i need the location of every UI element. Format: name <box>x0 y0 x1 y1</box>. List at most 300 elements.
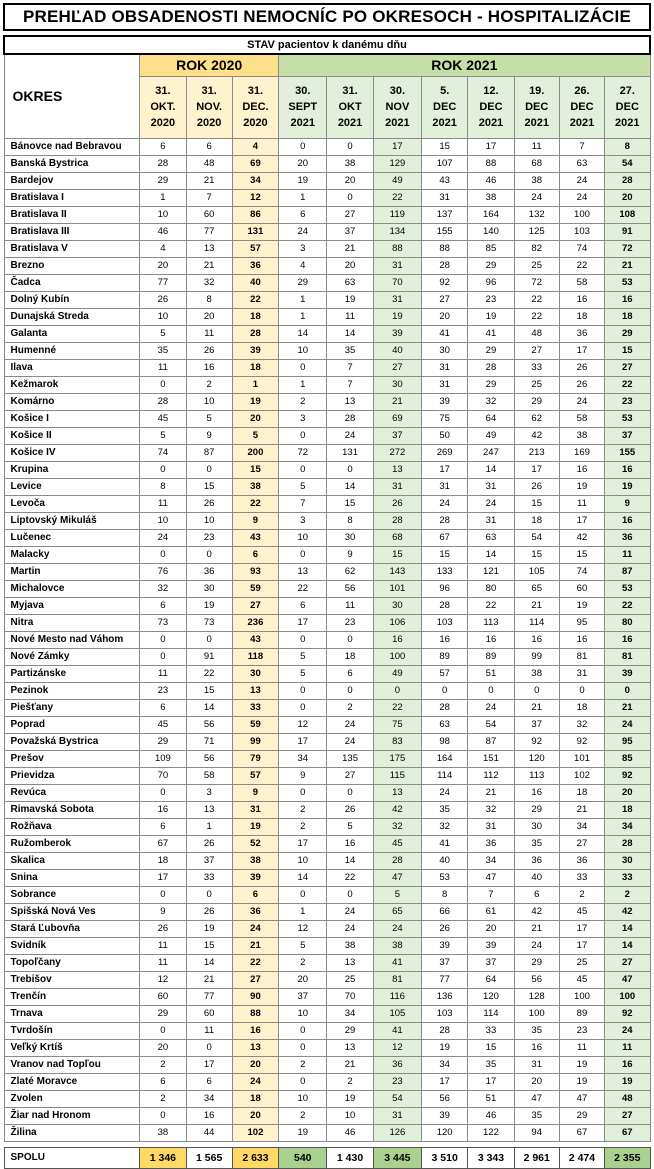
table-cell: 42 <box>514 903 559 920</box>
table-cell: 31 <box>468 818 514 835</box>
table-cell: 135 <box>327 750 373 767</box>
table-cell: 20 <box>232 1056 278 1073</box>
table-cell: 34 <box>559 818 604 835</box>
table-cell: 35 <box>514 1022 559 1039</box>
table-cell: 6 <box>140 818 186 835</box>
table-cell: 0 <box>422 682 468 699</box>
total-cell: 2 355 <box>605 1147 650 1168</box>
date-header-2021 <box>327 76 373 138</box>
occupancy-table <box>3 35 651 1169</box>
table-cell: 28 <box>605 835 650 852</box>
table-cell: 87 <box>605 563 650 580</box>
table-cell: 175 <box>373 750 421 767</box>
table-cell: 20 <box>140 1039 186 1056</box>
table-cell: 53 <box>422 869 468 886</box>
table-cell: 37 <box>605 427 650 444</box>
table-cell: 114 <box>422 767 468 784</box>
district-name: Nové Zámky <box>4 648 140 665</box>
table-cell: 269 <box>422 444 468 461</box>
table-cell: 41 <box>373 1022 421 1039</box>
table-row <box>4 767 650 784</box>
table-cell: 133 <box>422 563 468 580</box>
table-cell: 11 <box>140 359 186 376</box>
table-cell: 36 <box>559 852 604 869</box>
table-cell: 22 <box>186 665 232 682</box>
table-cell: 27 <box>373 359 421 376</box>
table-cell: 14 <box>279 325 327 342</box>
table-cell: 7 <box>186 189 232 206</box>
district-name: Bratislava I <box>4 189 140 206</box>
table-cell: 18 <box>232 359 278 376</box>
table-cell: 0 <box>468 682 514 699</box>
table-cell: 15 <box>186 478 232 495</box>
table-cell: 21 <box>186 257 232 274</box>
table-cell: 31 <box>468 478 514 495</box>
table-cell: 29 <box>468 342 514 359</box>
table-cell: 3 <box>279 512 327 529</box>
table-cell: 35 <box>514 835 559 852</box>
table-cell: 0 <box>140 461 186 478</box>
district-name: Levice <box>4 478 140 495</box>
table-cell: 29 <box>514 954 559 971</box>
table-cell: 0 <box>140 784 186 801</box>
table-cell: 27 <box>605 954 650 971</box>
table-cell: 17 <box>373 138 421 155</box>
table-cell: 112 <box>468 767 514 784</box>
table-cell: 11 <box>140 954 186 971</box>
table-cell: 2 <box>140 1056 186 1073</box>
table-cell: 0 <box>140 631 186 648</box>
table-cell: 70 <box>327 988 373 1005</box>
table-cell: 36 <box>186 563 232 580</box>
table-cell: 0 <box>559 682 604 699</box>
table-cell: 34 <box>327 1005 373 1022</box>
table-cell: 16 <box>422 631 468 648</box>
district-name: Bratislava III <box>4 223 140 240</box>
table-cell: 36 <box>373 1056 421 1073</box>
table-cell: 15 <box>422 138 468 155</box>
table-cell: 75 <box>422 410 468 427</box>
table-row <box>4 189 650 206</box>
table-cell: 92 <box>605 767 650 784</box>
table-cell: 22 <box>373 699 421 716</box>
table-cell: 69 <box>373 410 421 427</box>
table-row <box>4 342 650 359</box>
table-cell: 10 <box>279 342 327 359</box>
table-cell: 58 <box>186 767 232 784</box>
district-name: Ilava <box>4 359 140 376</box>
table-cell: 27 <box>232 971 278 988</box>
table-cell: 10 <box>140 206 186 223</box>
date-header-part: 30. <box>389 85 406 97</box>
table-cell: 22 <box>373 189 421 206</box>
table-cell: 81 <box>373 971 421 988</box>
table-cell: 47 <box>559 1090 604 1107</box>
table-cell: 10 <box>279 1005 327 1022</box>
district-name: Prievidza <box>4 767 140 784</box>
table-cell: 12 <box>373 1039 421 1056</box>
table-cell: 77 <box>140 274 186 291</box>
table-cell: 10 <box>186 393 232 410</box>
table-cell: 59 <box>232 580 278 597</box>
table-cell: 46 <box>468 172 514 189</box>
table-cell: 2 <box>279 818 327 835</box>
table-cell: 137 <box>422 206 468 223</box>
table-cell: 134 <box>373 223 421 240</box>
table-cell: 0 <box>327 886 373 903</box>
table-cell: 47 <box>514 1090 559 1107</box>
table-cell: 95 <box>605 733 650 750</box>
table-cell: 164 <box>468 206 514 223</box>
table-cell: 59 <box>232 716 278 733</box>
table-row <box>4 631 650 648</box>
table-cell: 26 <box>559 376 604 393</box>
table-row <box>4 512 650 529</box>
table-cell: 0 <box>140 648 186 665</box>
table-cell: 74 <box>559 563 604 580</box>
table-cell: 27 <box>559 835 604 852</box>
table-cell: 31 <box>422 189 468 206</box>
table-cell: 19 <box>422 1039 468 1056</box>
district-name: Spišská Nová Ves <box>4 903 140 920</box>
table-cell: 29 <box>514 801 559 818</box>
table-cell: 26 <box>186 342 232 359</box>
table-cell: 31 <box>373 1107 421 1124</box>
table-cell: 17 <box>468 138 514 155</box>
table-cell: 45 <box>559 971 604 988</box>
table-cell: 64 <box>468 410 514 427</box>
table-cell: 0 <box>186 631 232 648</box>
table-cell: 0 <box>279 631 327 648</box>
table-cell: 23 <box>186 529 232 546</box>
table-cell: 32 <box>422 818 468 835</box>
table-cell: 14 <box>605 920 650 937</box>
table-cell: 21 <box>559 801 604 818</box>
table-cell: 3 <box>279 410 327 427</box>
table-cell: 24 <box>327 920 373 937</box>
table-cell: 5 <box>140 325 186 342</box>
table-cell: 31 <box>373 257 421 274</box>
table-cell: 17 <box>279 614 327 631</box>
table-cell: 34 <box>186 1090 232 1107</box>
table-cell: 16 <box>514 784 559 801</box>
table-cell: 23 <box>559 1022 604 1039</box>
table-cell: 2 <box>279 1107 327 1124</box>
table-cell: 10 <box>327 1107 373 1124</box>
table-cell: 15 <box>559 546 604 563</box>
table-cell: 13 <box>327 393 373 410</box>
district-name: Pezinok <box>4 682 140 699</box>
table-cell: 16 <box>559 461 604 478</box>
table-cell: 48 <box>186 155 232 172</box>
table-row <box>4 1073 650 1090</box>
date-header-2021 <box>279 76 327 138</box>
table-cell: 8 <box>327 512 373 529</box>
table-cell: 26 <box>140 291 186 308</box>
table-cell: 74 <box>559 240 604 257</box>
table-row <box>4 682 650 699</box>
table-cell: 5 <box>279 648 327 665</box>
table-cell: 31 <box>468 512 514 529</box>
table-cell: 13 <box>327 954 373 971</box>
table-cell: 17 <box>140 869 186 886</box>
table-cell: 103 <box>422 614 468 631</box>
date-header-part: 19. <box>529 85 545 97</box>
table-cell: 54 <box>468 716 514 733</box>
table-row <box>4 325 650 342</box>
table-cell: 39 <box>422 393 468 410</box>
table-cell: 63 <box>422 716 468 733</box>
table-cell: 2 <box>140 1090 186 1107</box>
table-cell: 50 <box>422 427 468 444</box>
table-row <box>4 1107 650 1124</box>
district-name: Martin <box>4 563 140 580</box>
table-cell: 68 <box>373 529 421 546</box>
date-header-part: DEC <box>615 101 639 113</box>
table-cell: 45 <box>140 716 186 733</box>
table-cell: 103 <box>422 1005 468 1022</box>
table-cell: 29 <box>140 733 186 750</box>
table-cell: 0 <box>186 1039 232 1056</box>
table-cell: 0 <box>373 682 421 699</box>
district-name: Košice II <box>4 427 140 444</box>
table-cell: 93 <box>232 563 278 580</box>
table-cell: 5 <box>327 818 373 835</box>
table-cell: 19 <box>559 478 604 495</box>
table-cell: 68 <box>514 155 559 172</box>
table-cell: 28 <box>373 512 421 529</box>
table-cell: 96 <box>468 274 514 291</box>
table-cell: 15 <box>186 937 232 954</box>
table-cell: 17 <box>468 1073 514 1090</box>
district-name: Bardejov <box>4 172 140 189</box>
table-cell: 0 <box>140 546 186 563</box>
table-cell: 21 <box>186 172 232 189</box>
table-cell: 113 <box>468 614 514 631</box>
table-cell: 38 <box>327 937 373 954</box>
table-cell: 57 <box>232 767 278 784</box>
table-cell: 101 <box>559 750 604 767</box>
district-name: Lučenec <box>4 529 140 546</box>
table-cell: 92 <box>559 733 604 750</box>
district-name: Zvolen <box>4 1090 140 1107</box>
date-header-part: 2020 <box>196 117 222 129</box>
table-cell: 72 <box>279 444 327 461</box>
table-cell: 9 <box>327 546 373 563</box>
date-header-part: 30. <box>295 85 311 97</box>
table-cell: 57 <box>232 240 278 257</box>
table-cell: 120 <box>514 750 559 767</box>
table-row <box>4 597 650 614</box>
table-cell: 31 <box>422 478 468 495</box>
table-cell: 24 <box>327 733 373 750</box>
district-name: Tvrdošín <box>4 1022 140 1039</box>
table-cell: 17 <box>186 1056 232 1073</box>
table-cell: 64 <box>468 971 514 988</box>
table-cell: 28 <box>422 1022 468 1039</box>
table-cell: 46 <box>468 1107 514 1124</box>
table-row <box>4 206 650 223</box>
table-cell: 32 <box>559 716 604 733</box>
table-cell: 11 <box>327 597 373 614</box>
table-cell: 0 <box>279 359 327 376</box>
table-row <box>4 376 650 393</box>
table-cell: 126 <box>373 1124 421 1141</box>
table-cell: 62 <box>514 410 559 427</box>
table-cell: 27 <box>605 1107 650 1124</box>
table-cell: 15 <box>514 546 559 563</box>
table-cell: 58 <box>559 410 604 427</box>
total-cell: 1 430 <box>327 1147 373 1168</box>
table-cell: 22 <box>232 954 278 971</box>
district-name: Brezno <box>4 257 140 274</box>
table-cell: 1 <box>186 818 232 835</box>
table-cell: 17 <box>559 342 604 359</box>
table-cell: 0 <box>140 1107 186 1124</box>
district-name: Levoča <box>4 495 140 512</box>
table-cell: 5 <box>279 937 327 954</box>
table-cell: 38 <box>559 427 604 444</box>
table-cell: 31 <box>373 291 421 308</box>
date-header-part: SEPT <box>288 101 318 113</box>
table-cell: 21 <box>327 1056 373 1073</box>
date-header-part: 31. <box>342 85 358 97</box>
table-row <box>4 478 650 495</box>
date-header-part: DEC <box>525 101 549 113</box>
table-cell: 21 <box>468 784 514 801</box>
table-cell: 35 <box>514 1107 559 1124</box>
district-name: Poprad <box>4 716 140 733</box>
table-cell: 39 <box>232 342 278 359</box>
table-cell: 19 <box>559 1056 604 1073</box>
table-cell: 24 <box>327 903 373 920</box>
total-cell: 2 961 <box>514 1147 559 1168</box>
table-cell: 7 <box>468 886 514 903</box>
table-cell: 21 <box>186 971 232 988</box>
district-name: Partizánske <box>4 665 140 682</box>
table-cell: 18 <box>514 512 559 529</box>
table-cell: 31 <box>514 1056 559 1073</box>
table-cell: 7 <box>327 359 373 376</box>
table-cell: 10 <box>140 512 186 529</box>
table-cell: 16 <box>514 631 559 648</box>
table-cell: 32 <box>140 580 186 597</box>
table-cell: 28 <box>422 512 468 529</box>
table-cell: 67 <box>422 529 468 546</box>
table-row <box>4 665 650 682</box>
table-cell: 41 <box>422 325 468 342</box>
table-cell: 29 <box>327 1022 373 1039</box>
table-cell: 0 <box>279 461 327 478</box>
table-cell: 16 <box>605 512 650 529</box>
table-cell: 6 <box>186 1073 232 1090</box>
table-cell: 18 <box>327 648 373 665</box>
table-cell: 30 <box>373 597 421 614</box>
table-cell: 6 <box>140 597 186 614</box>
table-cell: 24 <box>605 716 650 733</box>
table-cell: 37 <box>422 954 468 971</box>
table-cell: 0 <box>327 138 373 155</box>
table-cell: 96 <box>422 580 468 597</box>
table-cell: 14 <box>186 699 232 716</box>
table-cell: 22 <box>468 597 514 614</box>
table-cell: 89 <box>559 1005 604 1022</box>
table-cell: 15 <box>422 546 468 563</box>
table-cell: 8 <box>186 291 232 308</box>
date-header-part: NOV. <box>196 101 223 113</box>
table-cell: 22 <box>327 869 373 886</box>
table-cell: 1 <box>279 189 327 206</box>
table-cell: 11 <box>327 308 373 325</box>
table-cell: 47 <box>373 869 421 886</box>
table-cell: 22 <box>605 376 650 393</box>
table-cell: 143 <box>373 563 421 580</box>
table-cell: 58 <box>559 274 604 291</box>
table-cell: 53 <box>605 274 650 291</box>
table-cell: 40 <box>373 342 421 359</box>
table-cell: 34 <box>605 818 650 835</box>
table-cell: 107 <box>422 155 468 172</box>
table-cell: 17 <box>514 461 559 478</box>
table-cell: 98 <box>422 733 468 750</box>
table-cell: 91 <box>186 648 232 665</box>
table-cell: 17 <box>422 461 468 478</box>
table-cell: 164 <box>422 750 468 767</box>
table-cell: 23 <box>373 1073 421 1090</box>
table-cell: 200 <box>232 444 278 461</box>
table-cell: 1 <box>279 903 327 920</box>
date-header-part: 2020 <box>150 117 176 129</box>
table-cell: 29 <box>468 376 514 393</box>
table-cell: 8 <box>422 886 468 903</box>
table-cell: 20 <box>327 172 373 189</box>
table-cell: 13 <box>232 682 278 699</box>
table-cell: 67 <box>559 1124 604 1141</box>
district-name: Považská Bystrica <box>4 733 140 750</box>
table-cell: 0 <box>279 1039 327 1056</box>
table-cell: 24 <box>514 937 559 954</box>
table-cell: 26 <box>186 835 232 852</box>
table-cell: 11 <box>140 937 186 954</box>
table-cell: 6 <box>232 886 278 903</box>
table-cell: 33 <box>605 869 650 886</box>
table-row <box>4 172 650 189</box>
table-cell: 0 <box>514 682 559 699</box>
table-cell: 16 <box>605 631 650 648</box>
district-name: Komárno <box>4 393 140 410</box>
table-cell: 10 <box>140 308 186 325</box>
table-cell: 8 <box>605 138 650 155</box>
table-cell: 29 <box>514 393 559 410</box>
table-cell: 36 <box>514 852 559 869</box>
date-header-part: DEC. <box>242 101 269 113</box>
table-cell: 24 <box>373 920 421 937</box>
table-cell: 30 <box>605 852 650 869</box>
table-cell: 22 <box>279 580 327 597</box>
table-cell: 5 <box>186 410 232 427</box>
date-header-2020 <box>232 76 278 138</box>
table-row <box>4 886 650 903</box>
table-cell: 100 <box>559 206 604 223</box>
table-cell: 73 <box>140 614 186 631</box>
table-row <box>4 155 650 172</box>
table-cell: 22 <box>514 291 559 308</box>
table-cell: 20 <box>422 308 468 325</box>
table-cell: 34 <box>279 750 327 767</box>
table-cell: 83 <box>373 733 421 750</box>
table-cell: 20 <box>186 308 232 325</box>
table-cell: 136 <box>422 988 468 1005</box>
